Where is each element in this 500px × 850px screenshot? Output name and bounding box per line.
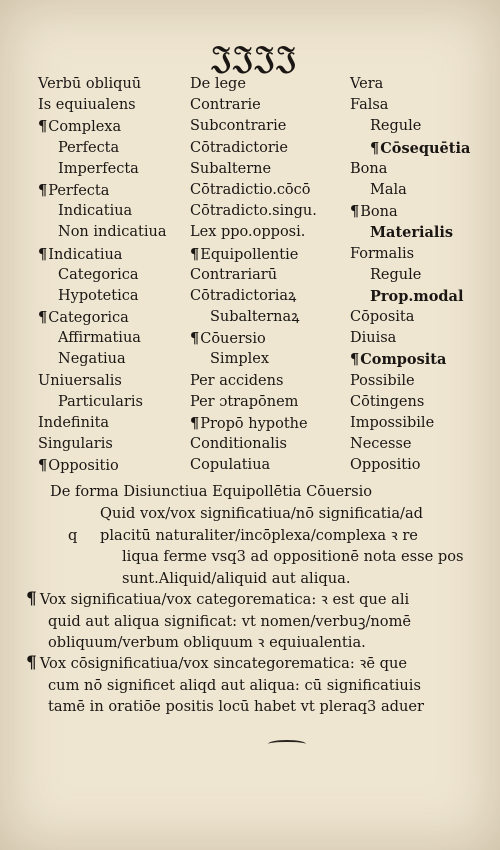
term: Simplex xyxy=(210,351,269,368)
term: Cōtradictoriaꝝ xyxy=(190,287,297,304)
term: Prop.modal xyxy=(370,287,464,305)
term: Lex ppo.opposi. xyxy=(190,224,306,241)
term: Vera xyxy=(350,76,384,92)
table-final-row: De forma Disiunctiua Equipollētia Cōuersio xyxy=(50,483,373,500)
term: Subalternaꝝ xyxy=(210,309,300,326)
term: Falsa xyxy=(350,97,389,114)
term: Indicatiua xyxy=(58,203,133,220)
term: ¶ Oppositio xyxy=(38,455,166,476)
term: Cōposita xyxy=(350,309,415,326)
term: Necesse xyxy=(350,436,412,453)
term: Materialis xyxy=(370,224,454,242)
term: Per ɔtrapōnem xyxy=(190,393,299,410)
term: De lege xyxy=(190,76,246,92)
ornament-mark xyxy=(268,740,306,748)
gathering-signature: 𝔍𝔍𝔍𝔍 xyxy=(211,38,299,76)
term: ¶ Equipollentie xyxy=(190,244,317,265)
term: Contrarie xyxy=(190,97,261,114)
term: Per accidens xyxy=(190,372,284,389)
paragraph-line: quid aut aliqua significat: vt nomen/verbuꝫ/nomē xyxy=(48,612,412,630)
term: Affirmatiua xyxy=(58,330,141,347)
term: ¶ Complexa xyxy=(38,116,166,137)
paragraph-vox-significatiua xyxy=(26,589,411,654)
term: Bona xyxy=(350,160,388,177)
term: Diuisa xyxy=(350,330,397,347)
term: Cōtradictio.cōcō xyxy=(190,181,311,198)
term: Perfecta xyxy=(58,139,120,156)
term: Non indicatiua xyxy=(58,224,167,241)
term: Cōtradicto.singu. xyxy=(190,203,317,220)
paragraph-line: cum nō significet aliqd aut aliqua: cū significatiuis xyxy=(48,676,421,694)
term: Contrariarū xyxy=(190,266,278,283)
term: Is equiualens xyxy=(38,97,136,114)
paragraph-line: liqua ferme vsq3 ad oppositionē nota esse pos xyxy=(122,548,464,565)
term: Conditionalis xyxy=(190,436,287,453)
term: ¶ Propō hypothe xyxy=(190,413,317,434)
term: Regule xyxy=(370,266,422,283)
term: Subalterne xyxy=(190,160,272,177)
term: Indefinita xyxy=(38,415,110,431)
term: Imperfecta xyxy=(58,160,139,177)
term: Cōtradictorie xyxy=(190,139,288,156)
paragraph-line: ¶ Vox cōsignificatiua/vox sincategorematica: ꝛē que xyxy=(26,653,424,675)
paragraph-line: placitū naturaliter/incōplexa/complexa ꝛ re xyxy=(100,526,418,544)
column-terms-3 xyxy=(350,74,470,477)
term: ¶ Categorica xyxy=(38,307,166,328)
term: Particularis xyxy=(58,393,143,410)
term: ¶ Indicatiua xyxy=(38,244,166,265)
term: Negatiua xyxy=(58,351,126,368)
term: Oppositio xyxy=(350,457,421,474)
paragraph-line: Quid vox/vox significatiua/nō significatia/ad xyxy=(100,505,424,522)
term: Singularis xyxy=(38,436,113,453)
paragraph-line: ¶ Vox significatiua/vox categorematica: ꝛ est que ali xyxy=(26,589,411,611)
column-terms-1 xyxy=(38,74,166,477)
term: Possibile xyxy=(350,372,415,389)
term: ¶ Cōsequētia xyxy=(350,138,470,159)
term: Subcontrarie xyxy=(190,118,287,135)
term: Categorica xyxy=(58,266,139,283)
paragraph-line: obliquum/verbum obliquum ꝛ equiualentia. xyxy=(48,634,366,651)
paragraph-line: tamē in oratiōe positis locū habet vt pleraq3 aduer xyxy=(48,698,425,715)
term: Hypotetica xyxy=(58,287,139,304)
term: Uniuersalis xyxy=(38,372,122,389)
term: Impossibile xyxy=(350,415,435,431)
term: ¶ Cōuersio xyxy=(190,328,317,349)
term: Verbū obliquū xyxy=(38,76,142,92)
term: Copulatiua xyxy=(190,457,271,474)
term: Mala xyxy=(370,181,407,198)
term: ¶ Perfecta xyxy=(38,180,166,201)
margin-letter: q xyxy=(68,526,78,544)
term: ¶ Bona xyxy=(350,201,470,222)
term: Formalis xyxy=(350,245,415,262)
term: ¶ Composita xyxy=(350,349,470,370)
term: Regule xyxy=(370,118,422,135)
paragraph-quid xyxy=(66,503,464,589)
column-terms-2 xyxy=(190,74,317,477)
paragraph-vox-consignificatiua xyxy=(26,653,424,718)
term: Cōtingens xyxy=(350,393,425,410)
paragraph-line: sunt.Aliquid/aliquid aut aliqua. xyxy=(122,569,351,587)
